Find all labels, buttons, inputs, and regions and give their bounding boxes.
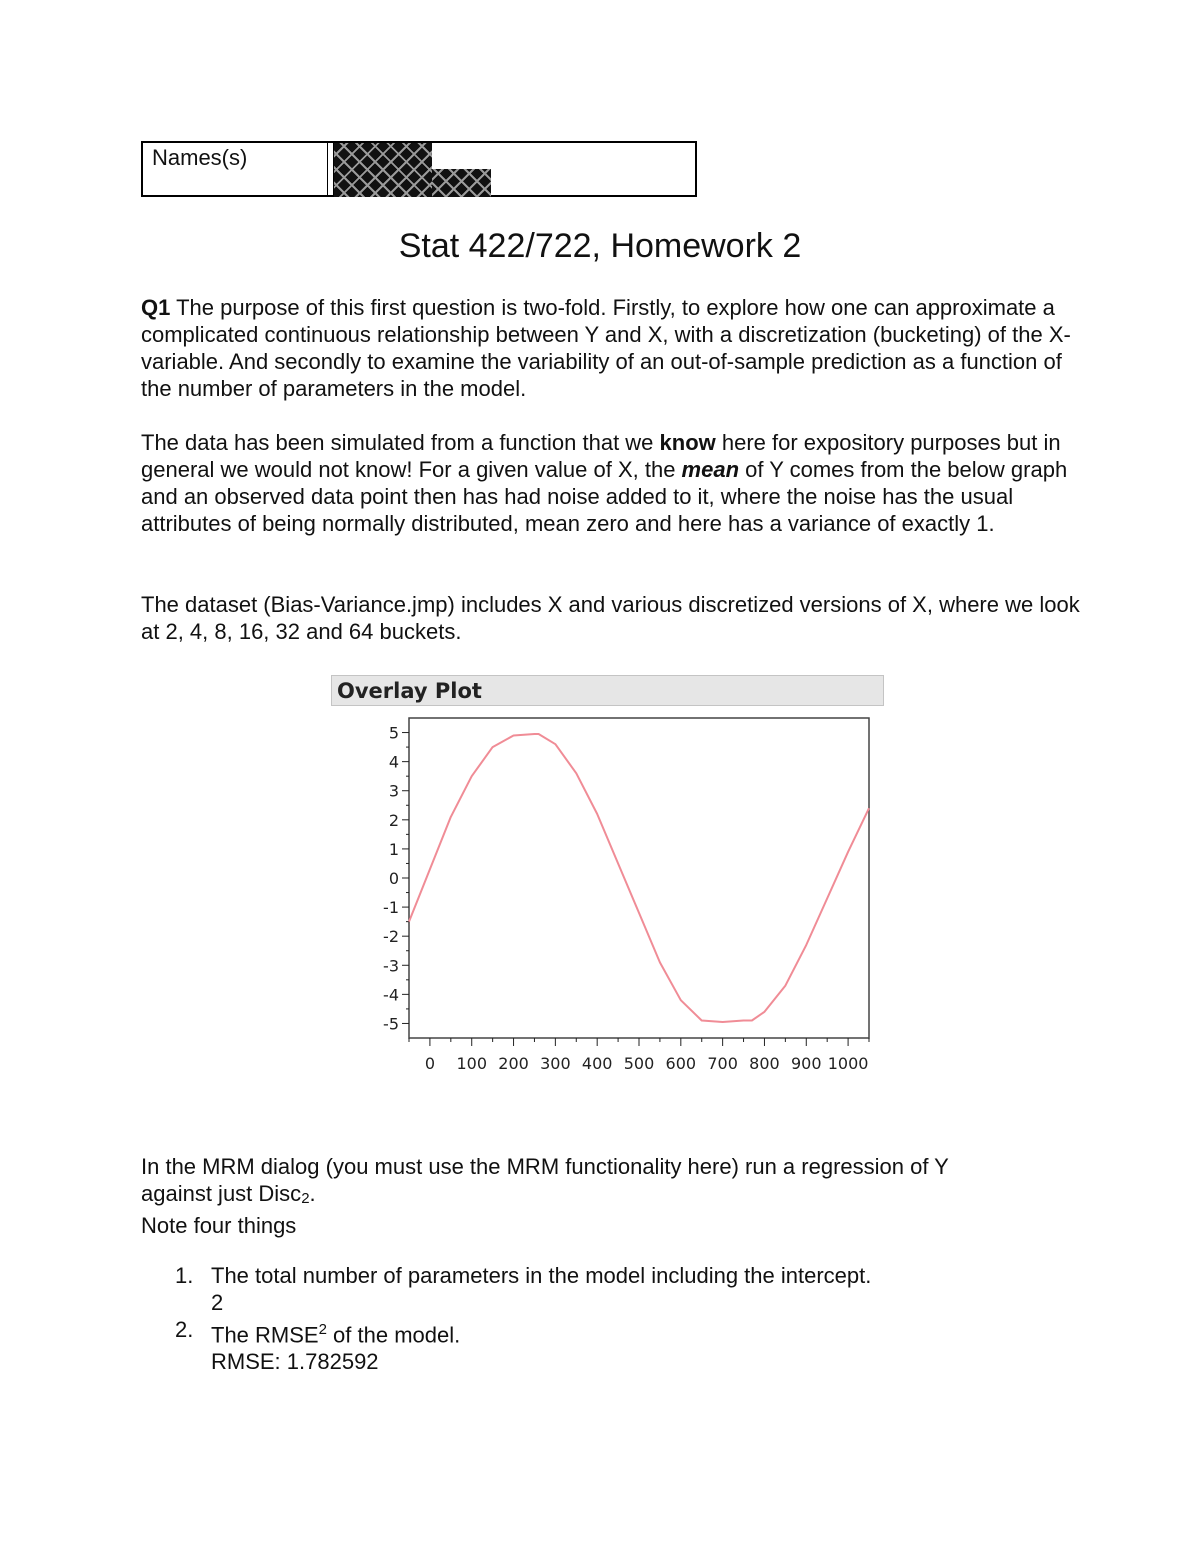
- x-tick-label: 200: [498, 1054, 529, 1073]
- mrm-line-1: In the MRM dialog (you must use the MRM functionality here) run a regression of Y: [141, 1154, 949, 1179]
- mrm-line-3: Note four things: [141, 1213, 297, 1238]
- overlay-plot: [331, 675, 884, 1090]
- mrm-line-2-suffix: .: [309, 1181, 316, 1206]
- page-title: Stat 422/722, Homework 2: [398, 227, 802, 265]
- mrm-line-2-prefix: against just Disc: [141, 1181, 302, 1206]
- y-tick-label: 2: [388, 810, 399, 830]
- rmse-prefix: The RMSE: [211, 1322, 319, 1348]
- plot-title: Overlay Plot: [337, 679, 482, 703]
- list-item-text: The total number of parameters in the model including the intercept.: [211, 1263, 872, 1288]
- para2-part2: here for expository purposes but in general we would not know! For a given value of X, the: [141, 430, 1061, 482]
- para2-part3: of Y comes from the below graph and an observed data point then has had noise added to it, where the noise has the usual attributes of being normally distributed, mean zero and here has a variance of exactly 1.: [141, 457, 1068, 536]
- y-tick-label: 4: [388, 752, 399, 772]
- list-item-number: 2.: [175, 1317, 194, 1342]
- list-item-number: 1.: [175, 1263, 194, 1288]
- x-tick-label: 400: [581, 1054, 613, 1073]
- para2-part1: The data has been simulated from a function that we: [141, 430, 660, 455]
- list-item: [141, 1262, 1081, 1316]
- overlay-plot-svg: [331, 675, 884, 1090]
- data-description-paragraph: [141, 429, 1081, 537]
- names-table: [141, 141, 697, 197]
- y-tick-label: 0: [388, 869, 399, 888]
- y-tick-label: -3: [383, 956, 399, 976]
- rmse-suffix: of the model.: [326, 1322, 461, 1348]
- x-tick-label: 700: [707, 1054, 738, 1073]
- dataset-paragraph: The dataset (Bias-Variance.jmp) includes X and various discretized versions of X, where we look at 2, 4, 8, 16, 32 and 64 buckets.: [141, 592, 1080, 644]
- y-tick-label: 3: [388, 781, 399, 801]
- redaction-block: [432, 169, 491, 197]
- mrm-paragraph: [141, 1153, 1081, 1239]
- names-label: Names(s): [143, 143, 328, 195]
- y-tick-label: -1: [383, 898, 399, 918]
- names-value-cell: [334, 143, 695, 195]
- disc-subscript: 2: [301, 1190, 310, 1207]
- list-item-answer: 2: [211, 1290, 224, 1315]
- para2-bold-mean: mean: [681, 457, 740, 482]
- q1-text: The purpose of this first question is two-fold. Firstly, to explore how one can approximate a complicated continuous relationship between Y and X, with a discretization (bucketing) of the X-variable. And secondly to examine the variability of an out-of-sample prediction as a function of the number of parameters in the model.: [141, 295, 1071, 401]
- y-tick-label: -2: [383, 927, 399, 947]
- numbered-list: [141, 1262, 1081, 1375]
- x-tick-label: 1000: [827, 1054, 869, 1073]
- x-tick-label: 800: [749, 1054, 780, 1073]
- plot-header: [331, 675, 884, 706]
- y-tick-label: 5: [388, 723, 399, 743]
- x-tick-label: 600: [665, 1054, 697, 1073]
- list-item-text: [211, 1316, 460, 1348]
- q1-paragraph: [141, 294, 1081, 402]
- rmse-superscript: 2: [318, 1321, 327, 1338]
- x-tick-label: 0: [424, 1054, 436, 1073]
- x-tick-label: 300: [540, 1054, 571, 1073]
- x-tick-label: 500: [623, 1054, 655, 1073]
- x-tick-label: 900: [790, 1054, 822, 1073]
- list-item-answer: RMSE: 1.782592: [211, 1349, 379, 1375]
- list-item: [141, 1316, 1081, 1375]
- x-tick-label: 100: [456, 1054, 488, 1073]
- q1-label: Q1: [141, 295, 171, 320]
- y-tick-label: -5: [383, 1014, 399, 1034]
- mrm-line-2: [141, 1180, 1081, 1212]
- para2-bold-know: know: [659, 430, 716, 455]
- redaction-block: [334, 143, 432, 197]
- y-tick-label: 1: [388, 839, 399, 859]
- y-tick-label: -4: [383, 985, 399, 1005]
